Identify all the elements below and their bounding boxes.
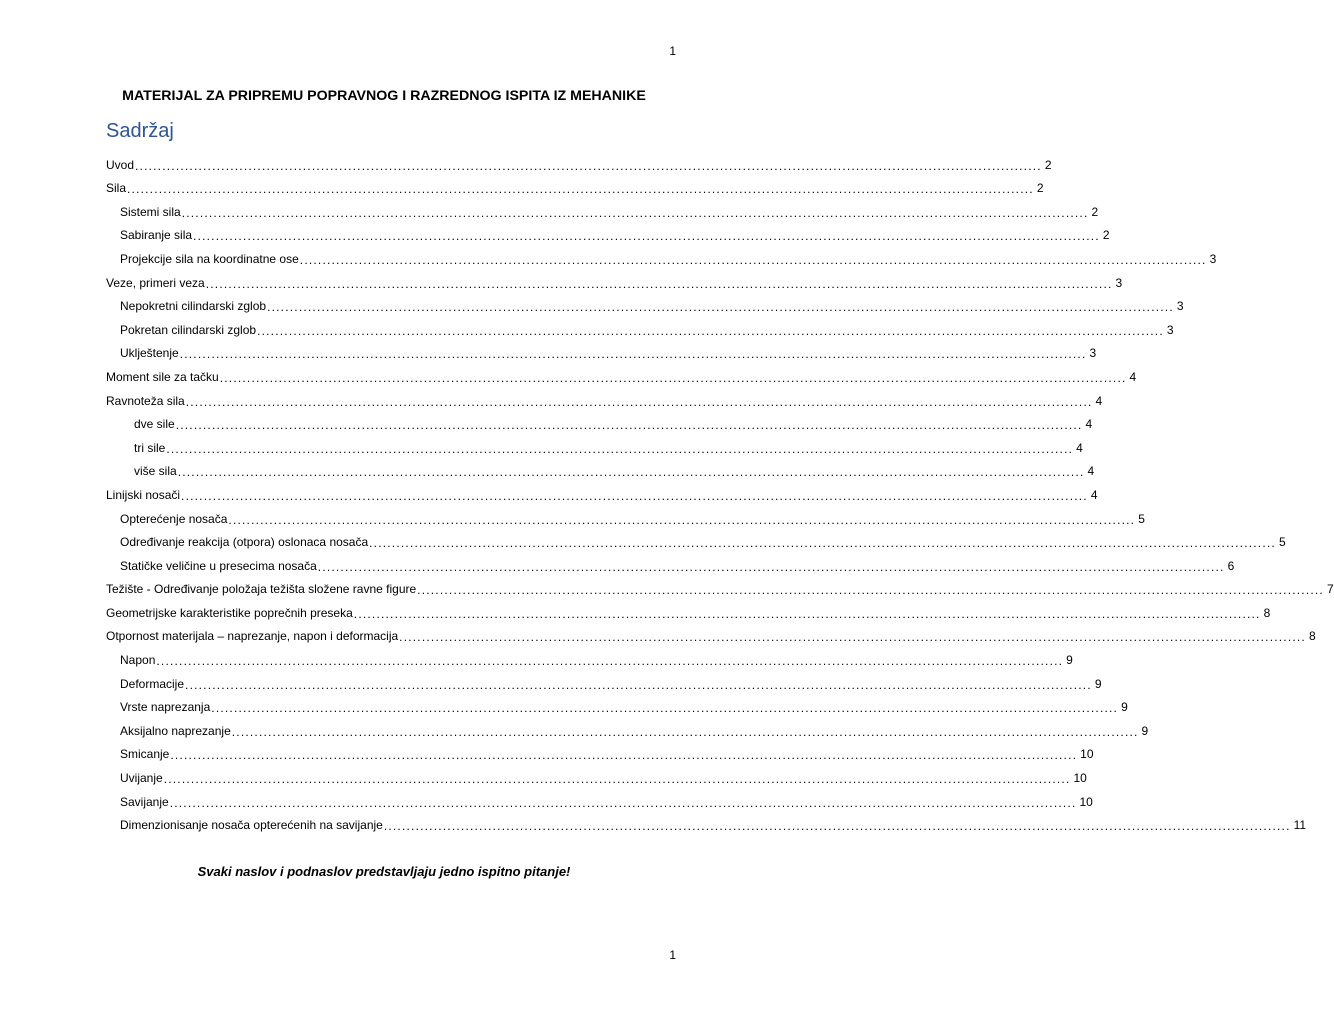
toc-entry[interactable]	[106, 195, 1099, 220]
toc-entry-page: 10	[1073, 771, 1087, 786]
toc-entry-page: 2	[1044, 157, 1052, 172]
toc-dot-leader: ........................................................................................................................................................................................................	[317, 559, 1225, 574]
toc-entry-label: Uvijanje	[120, 771, 163, 786]
toc-entry[interactable]	[106, 620, 1316, 645]
toc-dot-leader: ........................................................................................................................................................................................................	[267, 300, 1174, 315]
toc-entry-label: Moment sile za tačku	[106, 369, 219, 384]
toc-dot-leader: ........................................................................................................................................................................................................	[383, 819, 1291, 834]
toc-entry-label: Opterećenje nosača	[120, 511, 228, 526]
toc-entry-page: 9	[1141, 723, 1149, 738]
toc-dot-leader: ........................................................................................................................................................................................................	[417, 583, 1324, 598]
toc-entry[interactable]	[106, 643, 1073, 669]
toc-entry-page: 2	[1091, 204, 1099, 219]
toc-entry[interactable]	[106, 360, 1137, 385]
toc-entry[interactable]	[106, 714, 1149, 739]
toc-entry-page: 3	[1209, 251, 1217, 266]
toc-entry-label: Veze, primeri veza	[106, 275, 205, 290]
toc-entry-page: 3	[1176, 299, 1184, 314]
toc-entry-page: 5	[1278, 535, 1286, 550]
toc-entry-label: Dimenzionisanje nosača opterećenih na savijanje	[120, 818, 383, 833]
toc-entry[interactable]	[106, 761, 1087, 787]
toc-entry-page: 10	[1080, 747, 1094, 762]
toc-entry-page: 2	[1102, 228, 1110, 243]
toc-entry[interactable]	[106, 431, 1083, 456]
toc-entry-page: 4	[1095, 393, 1103, 408]
toc-entry-label: Uvod	[106, 157, 135, 172]
toc-entry[interactable]	[106, 809, 1307, 834]
header-page-number: 1	[669, 44, 676, 58]
toc-dot-leader: ........................................................................................................................................................................................................	[228, 512, 1136, 527]
toc-dot-leader: ........................................................................................................................................................................................................	[166, 441, 1074, 456]
toc-entry[interactable]	[106, 549, 1235, 574]
toc-dot-leader: ........................................................................................................................................................................................................	[170, 748, 1078, 763]
toc-dot-leader: ........................................................................................................................................................................................................	[369, 536, 1276, 551]
toc-entry[interactable]	[106, 384, 1103, 409]
toc-dot-leader: ........................................................................................................................................................................................................	[211, 701, 1119, 716]
toc-entry-label: Nepokretni cilindarski zglob	[120, 299, 267, 314]
toc-dot-leader: ........................................................................................................................................................................................................	[135, 158, 1042, 173]
toc-entry[interactable]	[106, 290, 1184, 315]
toc-entry-page: 2	[1036, 181, 1044, 196]
toc-dot-leader: ........................................................................................................................................................................................................	[181, 488, 1088, 503]
toc-entry-page: 7	[1326, 582, 1334, 597]
toc-entry-page: 3	[1166, 322, 1174, 337]
toc-entry-label: tri sile	[134, 440, 166, 455]
toc-entry[interactable]	[106, 455, 1095, 480]
toc-entry-label: Linijski nosači	[106, 487, 181, 502]
toc-entry-label: Sistemi sila	[120, 204, 181, 219]
toc-entry-page: 11	[1293, 818, 1307, 833]
toc-entry[interactable]	[106, 478, 1098, 503]
toc-dot-leader: ........................................................................................................................................................................................................	[193, 229, 1100, 244]
toc-entry-label: Određivanje reakcija (otpora) oslonaca nosača	[120, 535, 369, 550]
toc-dot-leader: ........................................................................................................................................................................................................	[179, 347, 1087, 362]
toc-entry-page: 6	[1227, 558, 1235, 573]
toc-entry-label: Napon	[120, 653, 156, 668]
toc-dot-leader: ........................................................................................................................................................................................................	[399, 630, 1306, 645]
toc-entry-label: dve sile	[134, 417, 175, 432]
toc-entry[interactable]	[106, 172, 1044, 197]
toc-dot-leader: ........................................................................................................................................................................................................	[205, 276, 1113, 291]
toc-entry-label: Težište - Određivanje položaja težišta složene ravne figure	[106, 582, 417, 597]
toc-entry[interactable]	[106, 148, 1052, 173]
toc-dot-leader: ........................................................................................................................................................................................................	[185, 677, 1092, 692]
toc-dot-leader: ........................................................................................................................................................................................................	[185, 394, 1093, 409]
toc-entry-page: 9	[1094, 676, 1102, 691]
toc-entry-page: 4	[1087, 464, 1095, 479]
toc-entry-label: Smicanje	[120, 747, 170, 762]
toc-entry[interactable]	[106, 408, 1093, 433]
table-of-contents	[106, 148, 1334, 834]
toc-dot-leader: ........................................................................................................................................................................................................	[175, 418, 1083, 433]
toc-entry-label: Uklještenje	[120, 346, 179, 361]
toc-entry-label: Savijanje	[120, 794, 169, 809]
toc-entry-page: 4	[1076, 440, 1083, 455]
toc-dot-leader: ........................................................................................................................................................................................................	[177, 465, 1085, 480]
toc-dot-leader: ........................................................................................................................................................................................................	[219, 370, 1127, 385]
toc-entry-label: Pokretan cilindarski zglob	[120, 322, 257, 337]
toc-dot-leader: ........................................................................................................................................................................................................	[156, 654, 1064, 669]
toc-heading: Sadržaj	[106, 120, 174, 142]
toc-entry-page: 9	[1066, 653, 1073, 668]
toc-entry[interactable]	[106, 502, 1145, 527]
toc-entry-page: 4	[1129, 369, 1137, 384]
toc-entry[interactable]	[106, 337, 1097, 362]
toc-entry-page: 4	[1085, 417, 1093, 432]
toc-entry[interactable]	[106, 219, 1110, 244]
toc-entry-label: Aksijalno naprezanje	[120, 723, 231, 738]
toc-entry[interactable]	[106, 573, 1334, 598]
toc-dot-leader: ........................................................................................................................................................................................................	[181, 205, 1089, 220]
toc-entry-page: 3	[1089, 346, 1097, 361]
toc-entry-label: više sila	[134, 464, 177, 479]
toc-entry-label: Statičke veličine u presecima nosača	[120, 558, 317, 573]
toc-entry[interactable]	[106, 596, 1271, 621]
toc-entry-label: Sila	[106, 181, 127, 196]
toc-entry-label: Otpornost materijala – naprezanje, napon i deformacija	[106, 629, 399, 644]
toc-dot-leader: ........................................................................................................................................................................................................	[163, 772, 1071, 787]
toc-entry-label: Sabiranje sila	[120, 228, 193, 243]
toc-entry[interactable]	[106, 738, 1094, 763]
toc-entry-page: 4	[1090, 487, 1098, 502]
exam-note: Svaki naslov i podnaslov predstavljaju jedno ispitno pitanje!	[197, 864, 571, 879]
toc-entry-label: Geometrijske karakteristike poprečnih preseka	[106, 605, 353, 620]
toc-entry-page: 10	[1079, 794, 1093, 809]
toc-entry-page: 9	[1121, 700, 1128, 715]
toc-dot-leader: ........................................................................................................................................................................................................	[257, 323, 1164, 338]
toc-entry[interactable]	[106, 526, 1286, 551]
toc-entry-page: 8	[1308, 629, 1316, 644]
toc-entry-label: Vrste naprezanja	[120, 700, 211, 715]
toc-dot-leader: ........................................................................................................................................................................................................	[299, 252, 1207, 267]
toc-entry[interactable]	[106, 691, 1128, 716]
document-title: MATERIJAL ZA PRIPREMU POPRAVNOG I RAZREDNOG ISPITA IZ MEHANIKE	[122, 88, 646, 104]
footer-page-number: 1	[669, 948, 676, 962]
toc-dot-leader: ........................................................................................................................................................................................................	[169, 795, 1077, 810]
toc-dot-leader: ........................................................................................................................................................................................................	[353, 606, 1261, 621]
toc-dot-leader: ........................................................................................................................................................................................................	[127, 182, 1034, 197]
toc-entry-label: Ravnoteža sila	[106, 393, 185, 408]
toc-entry-page: 3	[1115, 275, 1123, 290]
toc-entry-page: 8	[1263, 605, 1271, 620]
toc-dot-leader: ........................................................................................................................................................................................................	[231, 724, 1139, 739]
toc-entry-page: 5	[1138, 511, 1145, 526]
toc-entry-label: Projekcije sila na koordinatne ose	[120, 251, 299, 266]
toc-entry[interactable]	[106, 313, 1174, 338]
toc-entry[interactable]	[106, 266, 1123, 291]
toc-entry[interactable]	[106, 242, 1217, 267]
toc-entry[interactable]	[106, 667, 1102, 692]
toc-entry[interactable]	[106, 785, 1093, 810]
toc-entry-label: Deformacije	[120, 676, 185, 691]
